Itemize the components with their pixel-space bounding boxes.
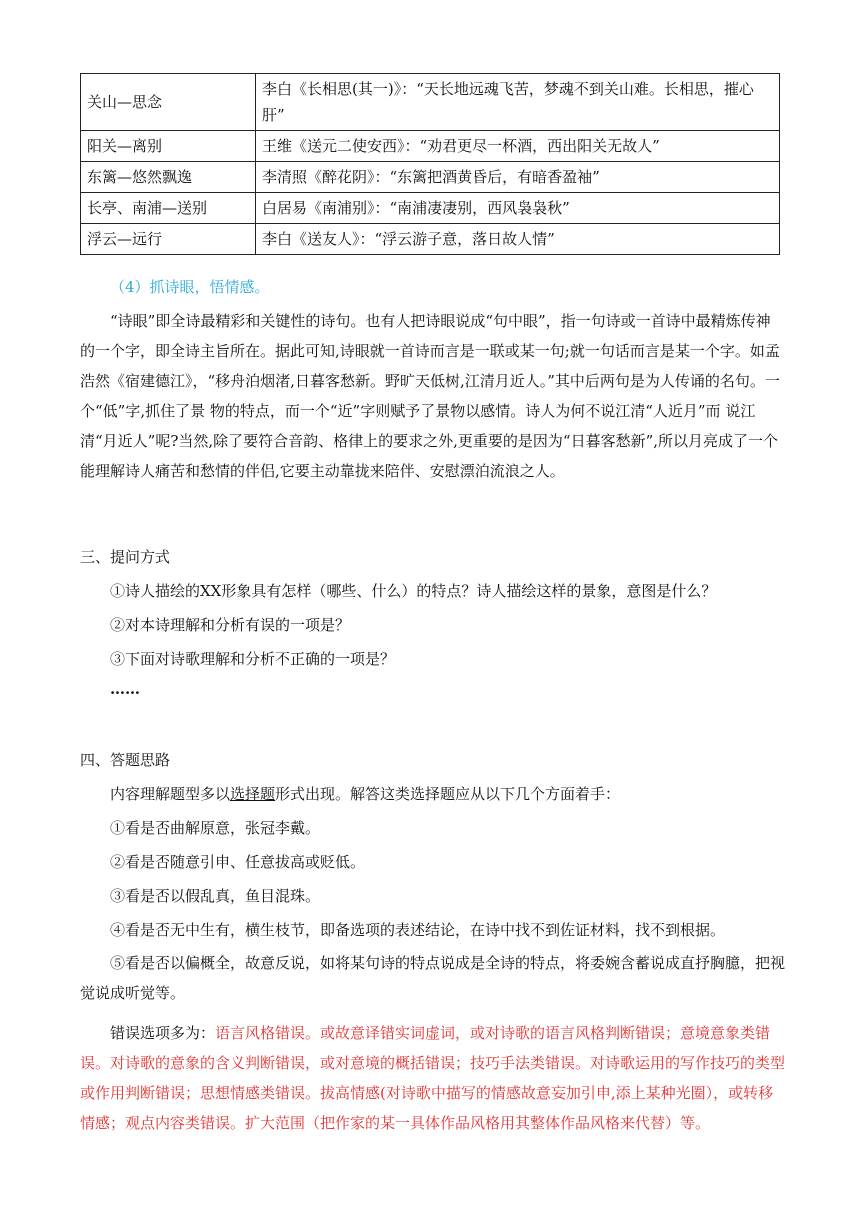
poem-cell: 王维《送元二使安西》：“劝君更尽一杯酒，西出阳关无故人” — [256, 131, 780, 162]
heading-approach: 四、答题思路 — [80, 751, 171, 769]
approach-point: ③看是否以假乱真，鱼目混珠。 — [110, 887, 321, 905]
errors-label: 错误选项多为： — [110, 1024, 216, 1042]
approach-point: ②看是否随意引申、任意拔高或贬低。 — [110, 853, 366, 871]
imagery-cell: 浮云—远行 — [81, 224, 256, 255]
table-row — [81, 193, 780, 224]
table-row — [81, 162, 780, 193]
question-ellipsis: …… — [110, 680, 140, 698]
error-options — [80, 1018, 785, 1138]
table-row — [81, 74, 780, 131]
imagery-table — [80, 73, 780, 255]
question-item: ③下面对诗歌理解和分析不正确的一项是？ — [110, 650, 396, 668]
heading-questions: 三、提问方式 — [80, 548, 171, 566]
approach-point: ①看是否曲解原意，张冠李戴。 — [110, 819, 321, 837]
imagery-cell: 东篱—悠然飘逸 — [81, 162, 256, 193]
errors-text: 语言风格错误。或故意译错实词虚词，或对诗歌的语言风格判断错误；意境意象类错误。对诗歌的意象的含义判断错误，或对意境的概括错误；技巧手法类错误。对诗歌运用的写作技巧的类型或作用判断错误；思想情感类错误。拔高情感(对诗歌中描写的情感故意妄加引申,添上某种光圈），或转移情感；观点内容类错误。扩大范围（把作家的某一具体作品风格用其整体作品风格来代替）等。 — [80, 1024, 786, 1132]
section4-body: “诗眼”即全诗最精彩和关键性的诗句。也有人把诗眼说成“句中眼”，指一句诗或一首诗中最精炼传神的一个字，即全诗主旨所在。据此可知,诗眼就一首诗而言是一联或某一句;就一句话而言是某一个字。如孟浩然《宿建德江》，“移舟泊烟渚,日暮客愁新。野旷天低树,江清月近人。”其中后两句是为人传诵的名句。一个“低”字,抓住了景 物的特点，而一个“近”字则赋予了景物以感情。诗人为何不说江清“人近月”而 说江清“月近人”呢?当然,除了要符合音韵、格律上的要求之外,更重要的是因为“日暮客愁新”,所以月亮成了一个能理解诗人痛苦和愁情的伴侣,它要主动靠拢来陪伴、安慰漂泊流浪之人。 — [80, 312, 780, 480]
approach-point: ④看是否无中生有，横生枝节，即备选项的表述结论，在诗中找不到佐证材料，找不到根据。 — [110, 921, 726, 939]
poem-cell: 李白《长相思(其一)》：“天长地远魂飞苦，梦魂不到关山难。长相思，摧心肝” — [256, 74, 780, 131]
section4-title: （4）抓诗眼，悟情感。 — [110, 278, 270, 296]
intro-underlined: 选择题 — [230, 785, 276, 803]
imagery-cell: 关山—思念 — [81, 74, 256, 131]
intro-text: 形式出现。解答这类选择题应从以下几个方面着手： — [275, 785, 621, 803]
table-row — [81, 224, 780, 255]
poem-cell: 白居易《南浦别》：“南浦凄凄别，西风袅袅秋” — [256, 193, 780, 224]
approach-point: ⑤看是否以偏概全，故意反说，如将某句诗的特点说成是全诗的特点，将委婉含蓄说成直抒胸臆，把视觉说成听觉等。 — [80, 954, 786, 1002]
table-row — [81, 131, 780, 162]
poem-cell: 李白《送友人》：“浮云游子意，落日故人情” — [256, 224, 780, 255]
imagery-cell: 长亭、南浦—送别 — [81, 193, 256, 224]
question-item: ①诗人描绘的XX形象具有怎样（哪些、什么）的特点？诗人描绘这样的景象，意图是什么？ — [110, 582, 717, 600]
approach-intro — [110, 782, 620, 806]
question-item: ②对本诗理解和分析有误的一项是？ — [110, 616, 351, 634]
poem-cell: 李清照《醉花阴》：“东篱把酒黄昏后，有暗香盈袖” — [256, 162, 780, 193]
imagery-cell: 阳关—离别 — [81, 131, 256, 162]
intro-text: 内容理解题型多以 — [110, 785, 231, 803]
